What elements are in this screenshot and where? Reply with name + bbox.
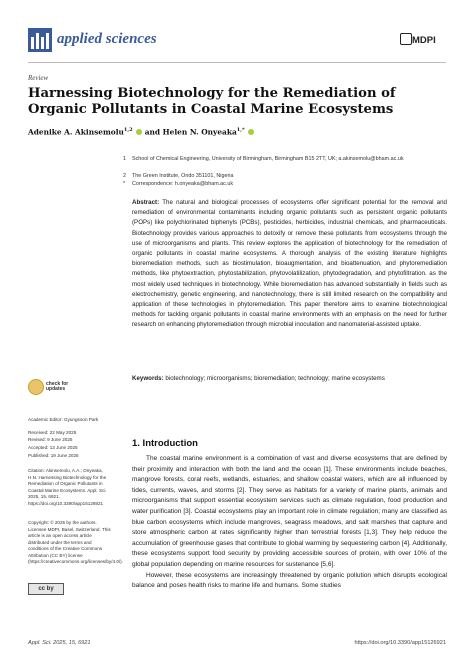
- revised-date: Revised: 9 June 2025: [28, 437, 73, 442]
- footer-doi-link[interactable]: https://doi.org/10.3390/app15126921: [354, 640, 446, 646]
- paragraph: However, these ecosystems are increasingly threatened by organic pollution which disrupts ecological balance and poses health risks to marine life and humans. Some studies: [132, 571, 447, 590]
- affiliation-number: 2: [123, 173, 126, 179]
- affiliation-text: School of Chemical Engineering, University of Birmingham, Birmingham B15 2TT, UK; a.akinsemolu@bham.ac.uk: [132, 156, 404, 162]
- citation: Citation: Akinsemolu, A.A.; Onyeaka, H.N. Harnessing Biotechnology for the Remediation of Organic Pollutants in Coastal Marine Ecosystems. Appl. Sci. 2025, 15, 6921. https://doi.org/10.3390/app15126921: [28, 468, 107, 506]
- affiliation: [123, 156, 432, 163]
- section-heading: 1. Introduction: [132, 438, 198, 449]
- publisher-name: MDPI: [412, 35, 436, 46]
- affiliation-number: *: [123, 181, 126, 187]
- orcid-icon[interactable]: [136, 129, 142, 135]
- check-updates-icon: [28, 379, 44, 395]
- footer-citation: Appl. Sci. 2025, 15, 6921: [28, 640, 91, 646]
- author-superscript: 1,*: [236, 127, 245, 133]
- article-type: Review: [28, 74, 49, 82]
- paragraph: The coastal marine environment is a combination of vast and diverse ecosystems that are defined by their proximity and interaction with both the land and the ocean [1]. These environments include beaches, mangrove forests, coral reefs, wetlands, estuaries, and shallow coastal waters, which are all influenced by tides, currents, waves, and storms [2]. They serve as habitats for a variety of marine plants, animals and microorganisms that support essential ecosystem services such as climate regulation, food production and water purification [3]. Coastal ecosystems play an important role in climate regulation; many are classified as blue carbon ecosystems which include mangroves, seagrass meadows, and salt marshes that capture and store atmospheric carbon at rates significantly higher than terrestrial forests [1,3]. They help reduce the accumulation of greenhouse gases that contribute to global warming by sequestering carbon [4]. Additionally, these ecosystems support food security by providing accessible sources of protein, with over 10% of the global population depending on marine resources for sustenance [5,6].: [132, 455, 447, 568]
- author-name[interactable]: Helen N. Onyeaka: [162, 127, 237, 137]
- orcid-icon[interactable]: [248, 129, 254, 135]
- check-for-updates-button[interactable]: [28, 378, 68, 396]
- academic-editor: Academic Editor: Gyungsoon Park: [28, 417, 99, 422]
- keywords: [132, 375, 447, 382]
- keywords-label: Keywords:: [132, 375, 164, 382]
- author-superscript: 1,2: [123, 127, 133, 133]
- affiliation-text: Correspondence: h.onyeaka@bham.ac.uk: [132, 181, 234, 187]
- affiliation-number: 1: [123, 156, 126, 162]
- abstract: [132, 198, 447, 331]
- copyright-notice: Copyright: © 2025 by the authors. Licensee MDPI, Basel, Switzerland. This article is an open access article distributed under the terms and conditions of the Creative Commons Attribution (CC BY) license (https://creativecommons.org/licenses/by/4.0/).: [28, 520, 123, 564]
- keywords-text: biotechnology; microorganisms; bioremediation; technology; marine ecosystems: [165, 375, 385, 382]
- affiliation-text: The Green Institute, Ondo 351101, Nigeria: [132, 173, 234, 179]
- abstract-label: Abstract:: [132, 199, 160, 206]
- author-list: [28, 127, 254, 136]
- mdpi-logo-icon: [400, 33, 412, 45]
- introduction-body: [132, 454, 447, 592]
- author-separator: and: [144, 127, 161, 137]
- accepted-date: Accepted: 13 June 2025: [28, 445, 78, 450]
- published-date: Published: 19 June 2025: [28, 453, 79, 458]
- header-divider: [28, 62, 446, 63]
- journal-name: applied sciences: [57, 31, 157, 47]
- abstract-text: The natural and biological processes of ecosystems offer significant potential for the removal and remediation of environmental contaminants including organic pollutants such as persistent organic pollutants (POPs) like polychlorinated biphenyls (PCBs), pesticides, herbicides, industrial chemicals, and pharmaceuticals. Biotechnology provides various approaches to detoxify or remove these pollutants from ecosystems through the use of microorganisms and plants. This review explores the application of biotechnology for the remediation of organic pollutants in coastal marine ecosystems. A thorough analysis of the existing literature highlights bioremediation methods, such as biostimulation, bioaugmentation, and bioattenuation, and phytoremediation methods, like phytoextraction, phytostabilization, phytovolatilization, phytodegradation, and phytofiltration. as the most widely used techniques in biotechnology. While bioremediation has advanced substantially in fields such as electrochemistry, genetic engineering, and nanotechnology, there is still limited research on the compatibility and application of these technologies in phytoremediation. This paper therefore aims to examine biotechnological methods for tackling organic pollutants in coastal marine environments with an emphasis on the need for further research on enhancing phytoremediation through microbial inoculation and nanomaterial-assisted uptake.: [132, 199, 447, 329]
- cc-by-license-icon[interactable]: cc by: [28, 583, 64, 595]
- journal-logo: [28, 28, 52, 52]
- page-footer: [28, 640, 446, 646]
- article-title: Harnessing Biotechnology for the Remediation of Organic Pollutants in Coastal Marine Ecosystems: [28, 86, 396, 117]
- check-updates-label: check for updates: [46, 380, 69, 393]
- affiliation: [123, 173, 432, 180]
- author-name[interactable]: Adenike A. Akinsemolu: [28, 127, 124, 137]
- affiliation: [123, 181, 432, 188]
- received-date: Received: 22 May 2025: [28, 430, 77, 435]
